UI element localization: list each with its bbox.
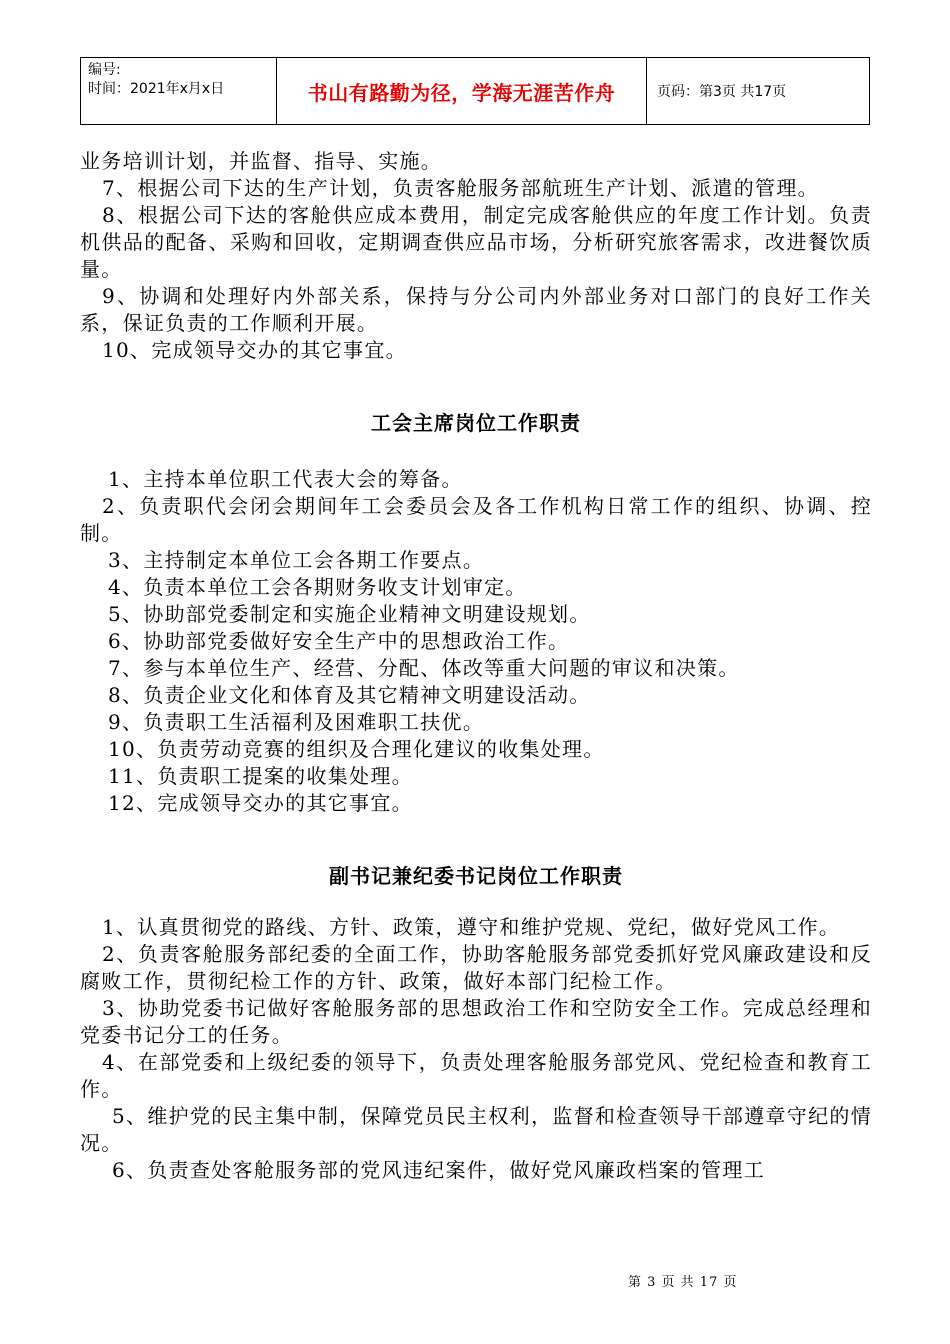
list-item: 4、负责本单位工会各期财务收支计划审定。 xyxy=(108,575,527,599)
list-item: 3、协助党委书记做好客舱服务部的思想政治工作和空防安全工作。完成总经理和党委书记分工的任务。 xyxy=(80,996,872,1047)
list-item: 10、负责劳动竞赛的组织及合理化建议的收集处理。 xyxy=(108,737,605,761)
list-item: 1、主持本单位职工代表大会的筹备。 xyxy=(108,467,463,491)
list-item: 6、协助部党委做好安全生产中的思想政治工作。 xyxy=(108,629,570,653)
paragraph: 10、完成领导交办的其它事宜。 xyxy=(102,338,407,362)
document-body xyxy=(80,148,872,1184)
time-label: 时间：2021年x月x日 xyxy=(88,81,225,97)
page-footer: 第 3 页 共 17 页 xyxy=(628,1275,738,1290)
header-table xyxy=(80,57,870,125)
header-page-info: 页码：第3页 共17页 xyxy=(657,84,787,100)
paragraph: 业务培训计划，并监督、指导、实施。 xyxy=(80,149,443,173)
list-item: 3、主持制定本单位工会各期工作要点。 xyxy=(108,548,485,572)
list-item: 1、认真贯彻党的路线、方针、政策，遵守和维护党规、党纪，做好党风工作。 xyxy=(102,915,841,939)
paragraph: 7、根据公司下达的生产计划，负责客舱服务部航班生产计划、派遣的管理。 xyxy=(102,176,819,200)
list-item: 12、完成领导交办的其它事宜。 xyxy=(108,791,413,815)
list-item: 5、协助部党委制定和实施企业精神文明建设规划。 xyxy=(108,602,591,626)
list-item: 9、负责职工生活福利及困难职工扶优。 xyxy=(108,710,485,734)
paragraph: 8、根据公司下达的客舱供应成本费用，制定完成客舱供应的年度工作计划。负责机供品的配备、采购和回收，定期调查供应品市场，分析研究旅客需求，改进餐饮质量。 xyxy=(80,203,872,281)
section-title-union-chair: 工会主席岗位工作职责 xyxy=(371,411,581,435)
list-item: 4、在部党委和上级纪委的领导下，负责处理客舱服务部党风、党纪检查和教育工作。 xyxy=(80,1050,872,1101)
number-label: 编号: xyxy=(88,62,121,78)
section-title-deputy-secretary: 副书记兼纪委书记岗位工作职责 xyxy=(329,864,623,888)
list-item: 7、参与本单位生产、经营、分配、体改等重大问题的审议和决策。 xyxy=(108,656,740,680)
paragraph: 9、协调和处理好内外部关系，保持与分公司内外部业务对口部门的良好工作关系，保证负责的工作顺利开展。 xyxy=(80,284,872,335)
header-motto: 书山有路勤为径，学海无涯苦作舟 xyxy=(277,58,647,124)
list-item: 2、负责职代会闭会期间年工会委员会及各工作机构日常工作的组织、协调、控制。 xyxy=(80,494,872,545)
list-item: 6、负责查处客舱服务部的党风违纪案件，做好党风廉政档案的管理工 xyxy=(112,1158,766,1182)
list-item: 11、负责职工提案的收集处理。 xyxy=(108,764,413,788)
header-meta xyxy=(81,58,277,124)
list-item: 5、维护党的民主集中制，保障党员民主权利，监督和检查领导干部遵章守纪的情况。 xyxy=(80,1104,872,1155)
list-item: 2、负责客舱服务部纪委的全面工作，协助客舱服务部党委抓好党风廉政建设和反腐败工作，贯彻纪检工作的方针、政策，做好本部门纪检工作。 xyxy=(80,942,872,993)
list-item: 8、负责企业文化和体育及其它精神文明建设活动。 xyxy=(108,683,591,707)
